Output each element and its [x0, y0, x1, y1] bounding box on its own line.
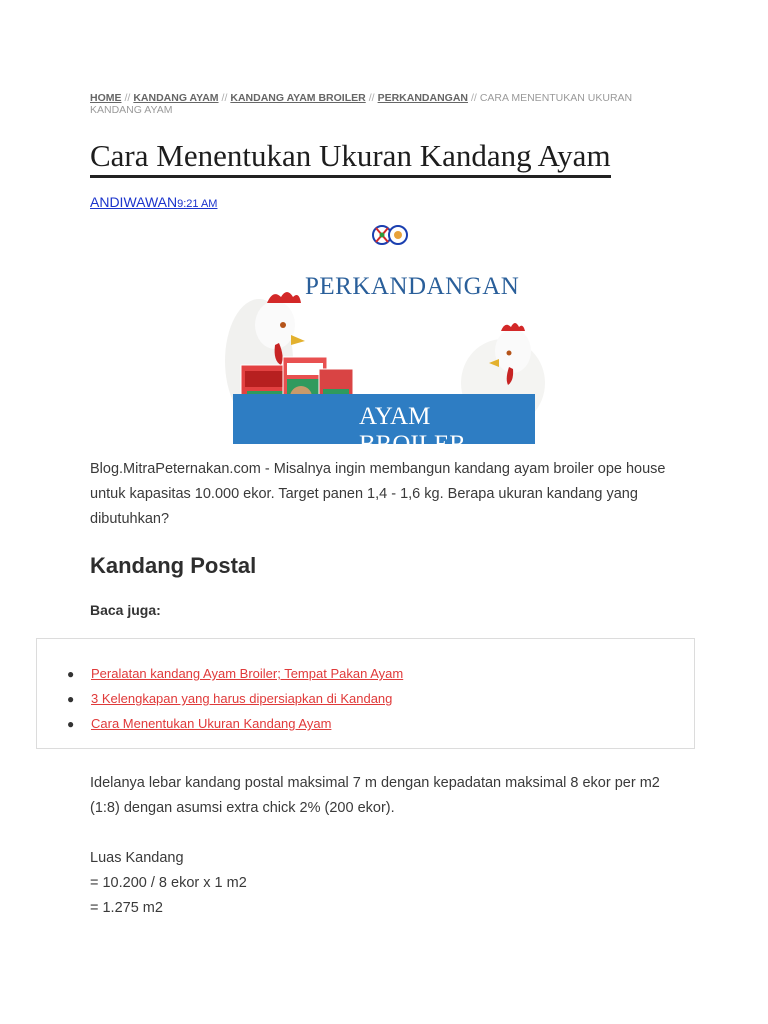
bullet-icon: ●	[67, 717, 75, 731]
related-link[interactable]: Cara Menentukan Ukuran Kandang Ayam	[91, 716, 332, 731]
body-line: (1:8) dengan asumsi extra chick 2% (200 ekor).	[90, 800, 395, 816]
breadcrumb-separator: //	[221, 92, 228, 104]
intro-line: Blog.MitraPeternakan.com - Misalnya ingin membangun kandang ayam broiler ope house	[90, 461, 666, 477]
breadcrumb-separator: //	[124, 92, 131, 104]
body-line: Idelanya lebar kandang postal maksimal 7 m dengan kepadatan maksimal 8 ekor per m2	[90, 775, 660, 791]
post-time-link[interactable]: 9:21 AM	[177, 198, 218, 210]
body-paragraph	[90, 771, 680, 821]
bullet-icon: ●	[67, 667, 75, 681]
calculation-block	[90, 846, 680, 921]
breadcrumb-home-link[interactable]: HOME	[90, 92, 122, 104]
calculation-line: = 10.200 / 8 ekor x 1 m2	[90, 875, 247, 891]
related-links-box	[36, 638, 695, 749]
related-link-item	[37, 690, 403, 715]
share-icon[interactable]	[370, 222, 410, 248]
calculation-result: = 1.275 m2	[90, 900, 163, 916]
breadcrumb-separator: //	[368, 92, 375, 104]
section-heading: Kandang Postal	[90, 553, 257, 578]
related-links-list	[37, 665, 403, 740]
intro-paragraph	[90, 457, 680, 532]
breadcrumb-kandang-ayam-link[interactable]: KANDANG AYAM	[133, 92, 219, 104]
related-link-item	[37, 665, 403, 690]
related-link[interactable]: 3 Kelengkapan yang harus dipersiapkan di Kandang	[91, 691, 393, 706]
related-link-item	[37, 715, 403, 740]
intro-line: untuk kapasitas 10.000 ekor. Target panen 1,4 - 1,6 kg. Berapa ukuran kandang yang	[90, 486, 638, 502]
banner-title: PERKANDANGAN	[305, 273, 520, 300]
bullet-icon: ●	[67, 692, 75, 706]
breadcrumb-perkandangan-link[interactable]: PERKANDANGAN	[377, 92, 468, 104]
byline	[90, 194, 217, 210]
breadcrumb-current: CARA MENENTUKAN UKURAN KANDANG AYAM	[90, 92, 633, 116]
banner-subtitle: AYAM BROILER	[359, 403, 466, 458]
luas-kandang-label: Luas Kandang	[90, 850, 184, 866]
article-title: Cara Menentukan Ukuran Kandang Ayam	[90, 138, 611, 178]
intro-line: dibutuhkan?	[90, 511, 170, 527]
baca-juga-label: Baca juga:	[90, 602, 161, 618]
related-link[interactable]: Peralatan kandang Ayam Broiler; Tempat Pakan Ayam	[91, 666, 404, 681]
breadcrumb-kandang-ayam-broiler-link[interactable]: KANDANG AYAM BROILER	[230, 92, 366, 104]
author-link[interactable]: ANDIWAWAN	[90, 194, 178, 210]
breadcrumb-separator: //	[471, 92, 477, 104]
perkandangan-banner-image	[233, 273, 535, 458]
breadcrumb	[90, 92, 670, 116]
